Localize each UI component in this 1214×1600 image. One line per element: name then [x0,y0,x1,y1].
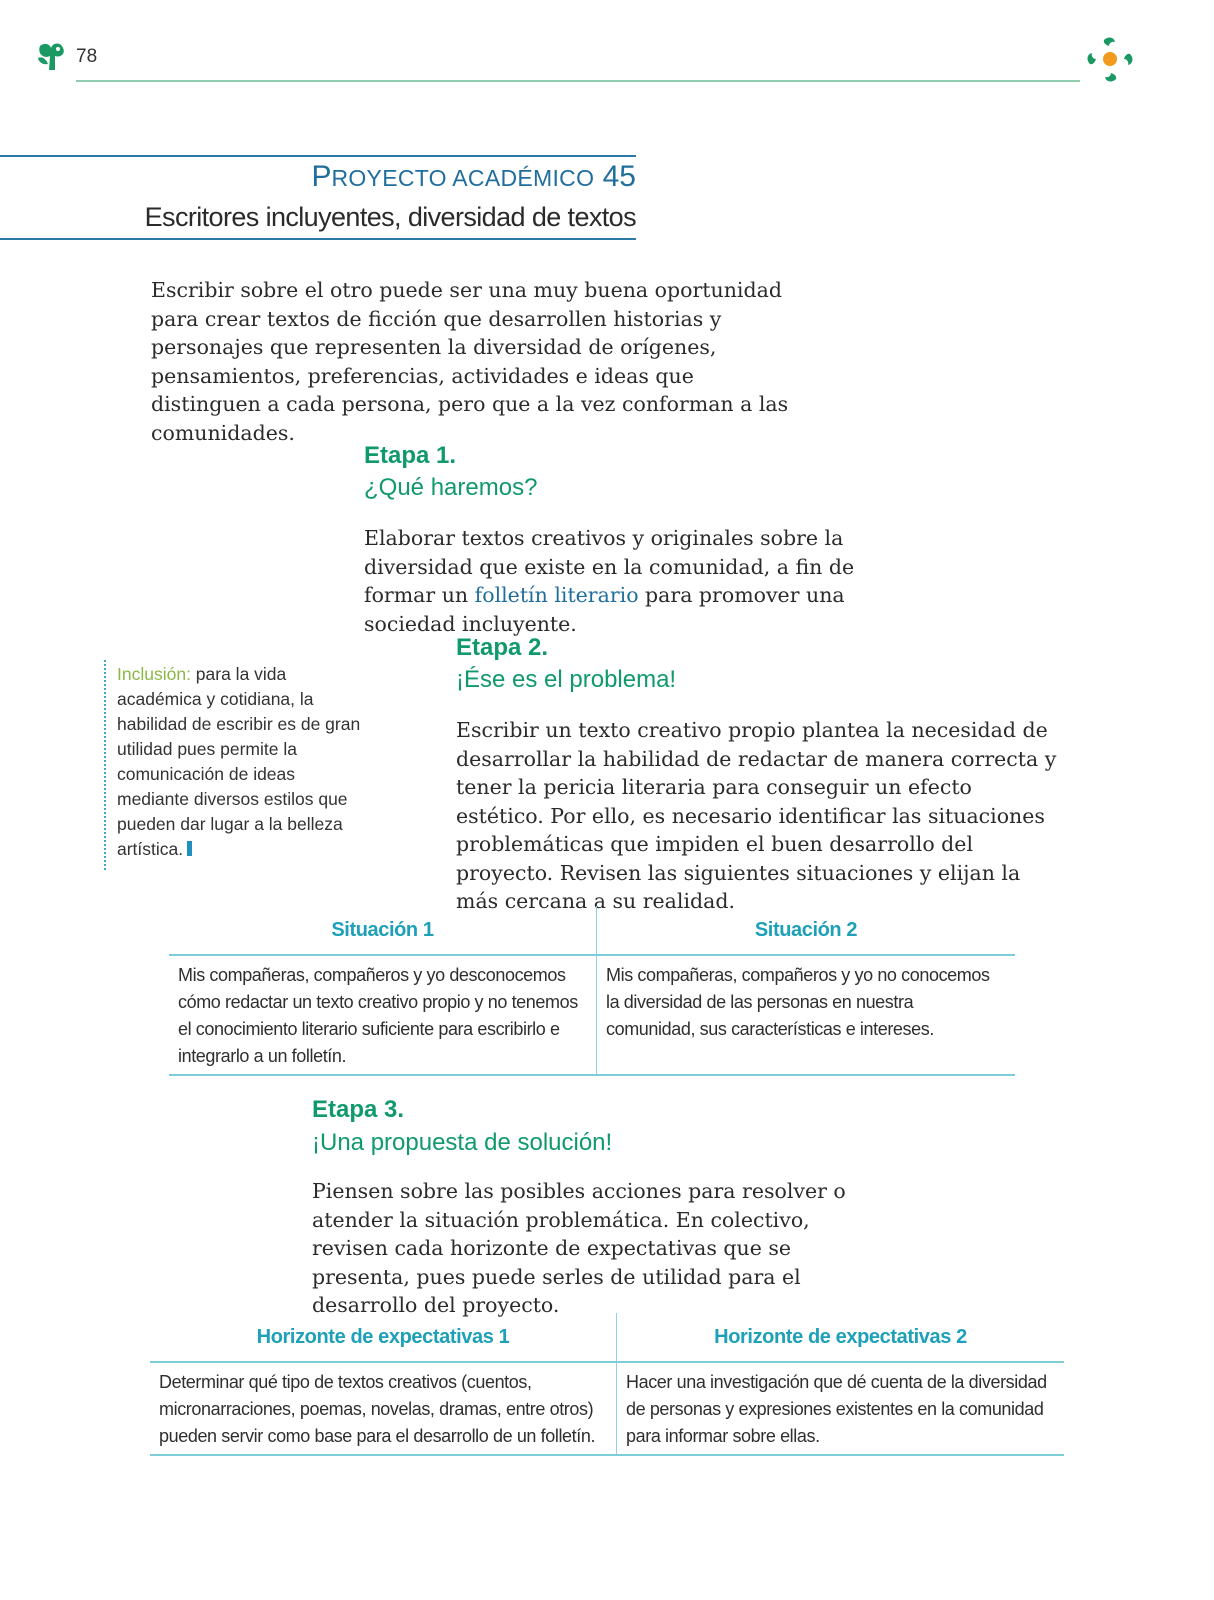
project-title [0,160,636,194]
table-row [169,955,1015,1075]
project-title-caps: ROYECTO ACADÉMICO [331,165,595,191]
stage-3-question: ¡Una propuesta de solución! [312,1129,613,1156]
intro-paragraph: Escribir sobre el otro puede ser una muy buena oportunidad para crear textos de ficción que desarrollen historias y personajes que representen la diversidad de orígenes, pensamientos, preferencias, actividades e ideas que distinguen a cada persona, pero que a la vez conforman a las comunidades. [151,278,789,445]
project-title-initial: P [311,160,332,193]
title-bottom-rule [0,238,636,240]
situation-1-text: Mis compañeras, compañeros y yo desconocemos cómo redactar un texto creativo propio y no tenemos el conocimiento literario suficiente para escribirlo e integrarlo a un folletín. [169,955,597,1075]
glossary-definition: para la vida académica y cotidiana, la habilidad de escribir es de gran utilidad pues permite la comunicación de ideas mediante diversos estilos que pueden dar lugar a la belleza artística. [117,664,361,859]
stage-1-title: Etapa 1. [364,442,457,469]
page-number: 78 [76,46,98,67]
situation-2-header: Situación 2 [597,906,1016,955]
table-header-row [169,906,1015,955]
table-header-row [150,1313,1064,1362]
horizon-1-text: Determinar qué tipo de textos creativos (cuentos, micronarraciones, poemas, novelas, dramas, entre otros) pueden servir como base para el desarrollo de un folletín. [150,1362,617,1455]
end-mark-icon [187,841,192,856]
situation-2-text: Mis compañeras, compañeros y yo no conocemos la diversidad de las personas en nuestra comunidad, sus características e intereses. [597,955,1016,1075]
title-top-rule [0,155,636,157]
situations-table [169,906,1015,1076]
header-rule [76,80,1080,82]
stage-2-title: Etapa 2. [456,634,549,661]
stage-1-question: ¿Qué haremos? [364,474,538,501]
stage-3-title: Etapa 3. [312,1096,405,1123]
glossary-sidebar [117,662,367,862]
green-tree-logo-icon [36,40,66,74]
stage-2-question: ¡Ése es el problema! [456,666,677,693]
horizons-table [150,1313,1064,1456]
stage-3-paragraph: Piensen sobre las posibles acciones para resolver o atender la situación problemática. En colectivo, revisen cada horizonte de expectativas que se presenta, pues puede serles de utilidad para el desarrollo del proyecto. [312,1179,846,1317]
stage-2-paragraph: Escribir un texto creativo propio plantea la necesidad de desarrollar la habilidad de redactar de manera correcta y tener la pericia literaria para conseguir un efecto estético. Por ello, es necesario identificar las situaciones problemáticas que impiden el buen desarrollo del proyecto. Revisen las siguientes situaciones y elijan la más cercana a su realidad. [456,718,1057,913]
folletin-link[interactable]: folletín literario [474,583,639,607]
horizon-1-header: Horizonte de expectativas 1 [150,1313,617,1362]
glossary-term: Inclusión: [117,664,191,684]
sidebar-dotted-rule [104,660,106,870]
project-subtitle: Escritores incluyentes, diversidad de textos [144,202,636,232]
situation-1-header: Situación 1 [169,906,597,955]
flower-emblem-icon [1082,32,1138,86]
horizon-2-text: Hacer una investigación que dé cuenta de la diversidad de personas y expresiones existentes en la comunidad para informar sobre ellas. [617,1362,1065,1455]
project-number: 45 [602,160,636,193]
horizon-2-header: Horizonte de expectativas 2 [617,1313,1065,1362]
stage-1-text-before: Elaborar textos creativos y originales sobre la diversidad que existe en la comunidad, a fin de formar un [364,526,855,607]
table-row [150,1362,1064,1455]
stage-1-paragraph [364,524,894,638]
stage-1-text-after: para promover una sociedad incluyente. [364,583,845,636]
